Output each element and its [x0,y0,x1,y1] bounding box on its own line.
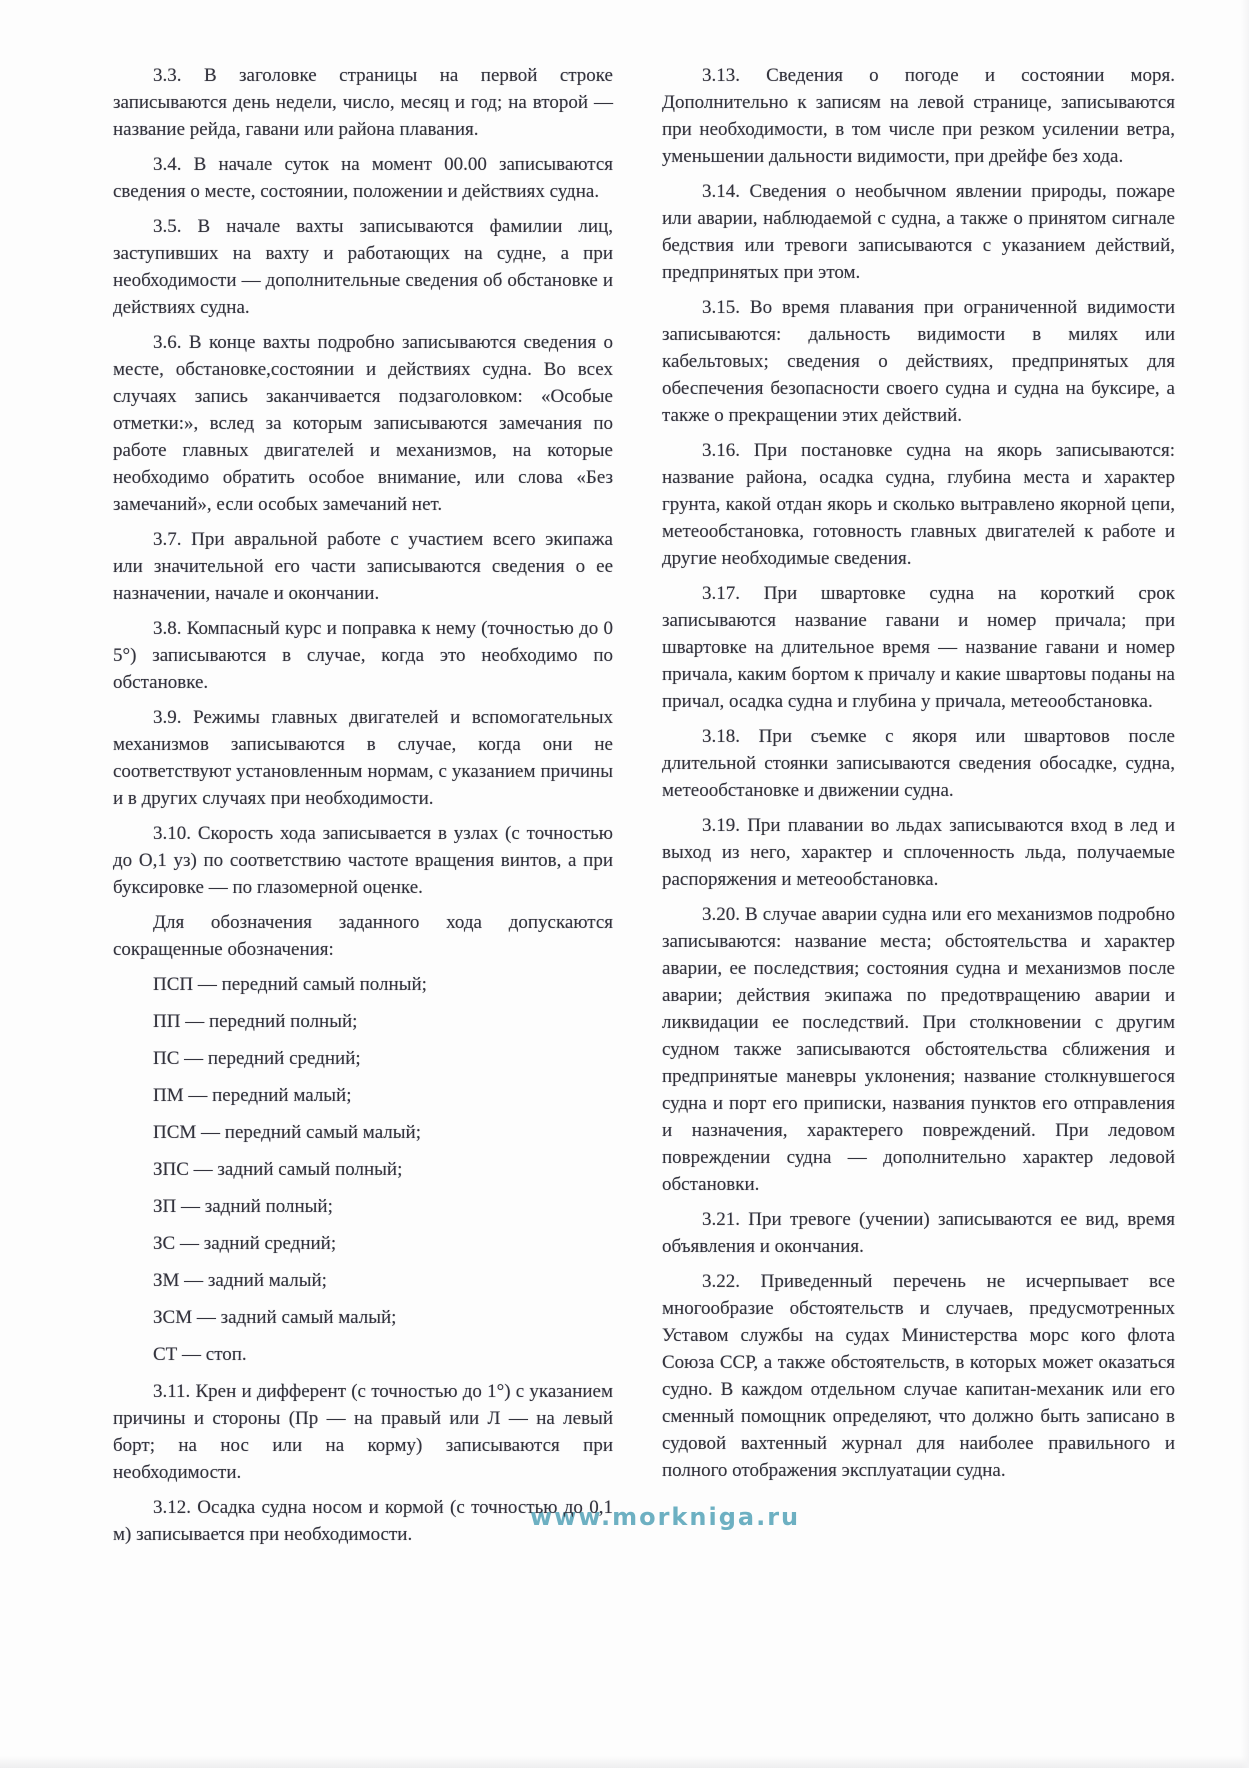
paragraph: 3.9. Режимы главных двигателей и вспомогательных механизмов записываются в случае, когда они не соответствуют установленным нормам, с указанием причины и в других случаях при необходимости. [113,707,613,809]
paragraph: 3.11. Крен и дифферент (с точностью до 1°) с указанием причины и стороны (Пр — на правый или Л — на левый борт; на нос или на корму) записываются при необходимости. [113,1381,613,1483]
right-column [662,62,1175,1492]
scan-edge-shadow-right [1241,0,1249,1768]
paragraph: 3.21. При тревоге (учении) записываются ее вид, время объявления и окончания. [662,1209,1175,1257]
paragraph: 3.18. При съемке с якоря или швартовов после длительной стоянки записываются сведения обосадке, судна, метеообстановке и движении судна. [662,726,1175,801]
paragraph: 3.14. Сведения о необычном явлении природы, пожаре или аварии, наблюдаемой с судна, а также о принятом сигнале бедствия или тревоги записываются с указанием действий, предпринятых при этом. [662,181,1175,283]
paragraph: ЗС — задний средний; [153,1233,337,1254]
paragraph: 3.16. При постановке судна на якорь записываются: название района, осадка судна, глубина места и характер грунта, какой отдан якорь и сколько вытравлено якорной цепи, метеообстановка, готовность главных двигателей к работе и другие необходимые сведения. [662,440,1175,569]
paragraph: 3.15. Во время плавания при ограниченной видимости записываются: дальность видимости в милях или кабельтовых; сведения о действиях, предпринятых для обеспечения безопасности своего судна и судна на буксире, а также о прекращении этих действий. [662,297,1175,426]
paragraph: Для обозначения заданного хода допускаются сокращенные обозначения: [113,912,613,960]
paragraph: ПП — передний полный; [153,1011,358,1032]
paragraph: 3.3. В заголовке страницы на первой строке записываются день недели, число, месяц и год; на второй — название рейда, гавани или района плавания. [113,65,613,140]
paragraph: СТ — стоп. [153,1344,247,1365]
paragraph: 3.19. При плавании во льдах записываются вход в лед и выход из него, характер и сплоченность льда, получаемые распоряжения и метеообстановка. [662,815,1175,890]
paragraph: 3.7. При авральной работе с участием всего экипажа или значительной его части записываются сведения о ее назначении, начале и окончании. [113,529,613,604]
paragraph: 3.22. Приведенный перечень не исчерпывает все многообразие обстоятельств и случаев, предусмотренных Уставом службы на судах Министерства морс кого флота Союза ССР, а также обстоятельств, в которых может оказаться судно. В каждом отдельном случае капитан-механик или его сменный помощник определяют, что должно быть записано в судовой вахтенный журнал для наиболее правильного и полного отображения эксплуатации судна. [662,1271,1175,1481]
paragraph: ПСМ — передний самый малый; [153,1122,421,1143]
paragraph: ПМ — передний малый; [153,1085,352,1106]
paragraph: 3.17. При швартовке судна на короткий срок записываются название гавани и номер причала; при швартовке на длительное время — название гавани и номер причала, каким бортом к причалу и какие швартовы поданы на причал, осадка судна и глубина у причала, метеообстановка. [662,583,1175,712]
paragraph: ПСП — передний самый полный; [153,974,427,995]
paragraph: 3.10. Скорость хода записывается в узлах (с точностью до О,1 уз) по соответствию частоте вращения винтов, а при буксировке — по глазомерной оценке. [113,823,613,898]
paragraph: ПС — передний средний; [153,1048,361,1069]
paragraph: 3.6. В конце вахты подробно записываются сведения о месте, обстановке,состоянии и действиях судна. Во всех случаях запись заканчивается подзаголовком: «Особые отметки:», вслед за которым записываются замечания по работе главных двигателей и механизмов, на которые необходимо обратить особое внимание, или слова «Без замечаний», если особых замечаний нет. [113,332,613,515]
paragraph: 3.12. Осадка судна носом и кормой (с точностью до 0,1 м) записывается при необходимости. [113,1497,613,1545]
paragraph: 3.20. В случае аварии судна или его механизмов подробно записываются: название места; обстоятельства и характер аварии, ее последствия; состояния судна и механизмов после аварии; действия экипажа по предотвращению аварии и ликвидации ее последствий. При столкновении с другим судном также записываются обстоятельства сближения и предпринятые маневры уклонения; название столкнувшегося судна и порт его приписки, названия пунктов его отправления и назначения, характерего повреждений. При ледовом повреждении судна — дополнительно характер ледовой обстановки. [662,904,1175,1195]
paragraph: ЗСМ — задний самый малый; [153,1307,397,1328]
paragraph: ЗПС — задний самый полный; [153,1159,403,1180]
paragraph: 3.13. Сведения о погоде и состоянии моря. Дополнительно к записям на левой странице, записываются при необходимости, в том числе при резком усилении ветра, уменьшении дальности видимости, при дрейфе без хода. [662,65,1175,167]
left-column [113,62,613,1556]
paragraph: ЗМ — задний малый; [153,1270,327,1291]
scan-edge-shadow-bottom [0,1756,1249,1768]
paragraph: 3.4. В начале суток на момент 00.00 записываются сведения о месте, состоянии, положении и действиях судна. [113,154,613,202]
paragraph: ЗП — задний полный; [153,1196,333,1217]
paragraph: 3.8. Компасный курс и поправка к нему (точностью до 0 5°) записываются в случае, когда это необходимо по обстановке. [113,618,613,693]
paragraph: 3.5. В начале вахты записываются фамилии лиц, заступивших на вахту и работающих на судне, а при необходимости — дополнительные сведения об обстановке и действиях судна. [113,216,613,318]
watermark-url: www.morkniga.ru [530,1503,801,1531]
